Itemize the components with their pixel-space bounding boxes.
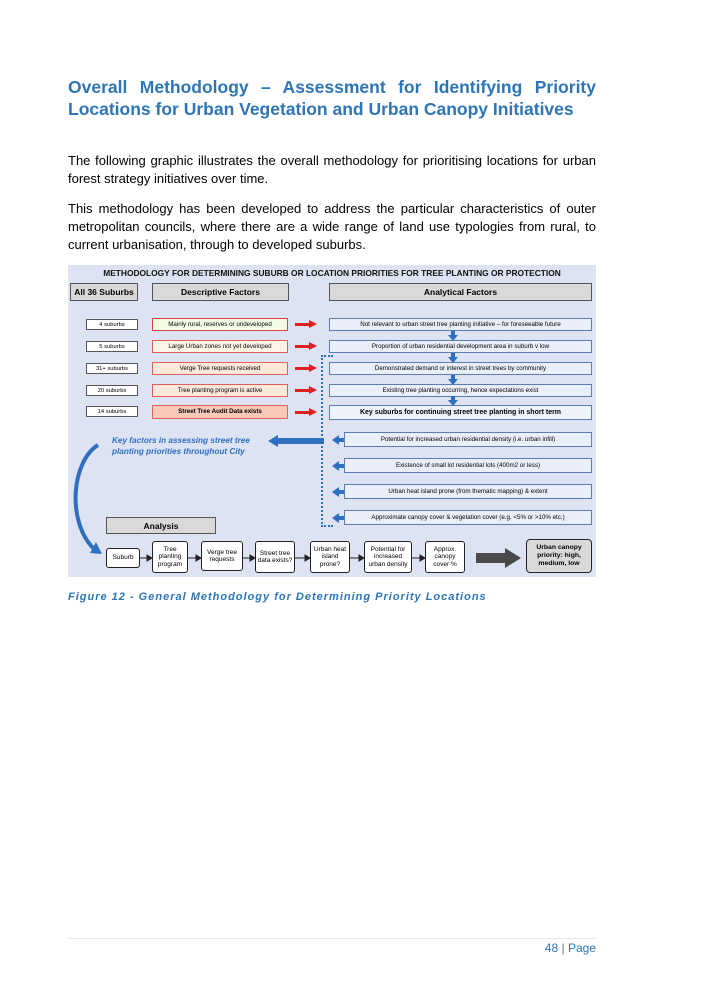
dark-arrow-icon bbox=[476, 549, 522, 567]
analysis-step-suburb: Suburb bbox=[106, 548, 140, 568]
intro-paragraph: The following graphic illustrates the overall methodology for prioritising locations for urban forest strategy initiatives over time. bbox=[68, 153, 596, 186]
key-factor-1: Potential for increased urban residential density (i.e. urban infill) bbox=[344, 432, 592, 447]
key-factor-3: Urban heat island prone (from thematic mapping) & extent bbox=[344, 484, 592, 499]
page-label: Page bbox=[567, 941, 596, 955]
suburb-count-row-2: 5 suburbs bbox=[86, 341, 138, 352]
suburb-count-row-3: 31+ suburbs bbox=[86, 363, 138, 374]
descriptive-factors-header: Descriptive Factors bbox=[152, 283, 289, 301]
descriptive-factor-row-1: Mainly rural, reserves or undeveloped bbox=[152, 318, 288, 331]
analysis-step-heat-island: Urban heat island prone? bbox=[310, 541, 350, 573]
suburb-count-row-1: 4 suburbs bbox=[86, 319, 138, 330]
analysis-step-verge-tree: Verge tree requests bbox=[201, 541, 243, 571]
all-suburbs-header: All 36 Suburbs bbox=[70, 283, 138, 301]
page-footer bbox=[545, 941, 596, 955]
down-arrow-icon bbox=[448, 375, 458, 385]
down-arrow-icon bbox=[448, 331, 458, 341]
red-arrow-icon bbox=[295, 409, 317, 416]
page-number: 48 bbox=[544, 941, 559, 955]
page-heading: Overall Methodology – Assessment for Identifying Priority Locations for Urban Vegetation and Urban Canopy Initiatives bbox=[68, 77, 596, 119]
analytical-factor-row-3: Demonstrated demand or interest in street trees by community bbox=[329, 362, 592, 375]
blue-left-arrow-icon bbox=[268, 437, 324, 445]
red-arrow-icon bbox=[295, 321, 317, 328]
down-arrow-icon bbox=[448, 353, 458, 363]
analysis-header: Analysis bbox=[106, 517, 216, 534]
descriptive-factor-row-5: Street Tree Audit Data exists bbox=[152, 405, 288, 419]
key-factors-text: Key factors in assessing street tree planting priorities throughout City bbox=[112, 436, 250, 456]
analytical-factor-row-4: Existing tree planting occurring, hence expectations exist bbox=[329, 384, 592, 397]
figure-caption: Figure 12 - General Methodology for Determining Priority Locations bbox=[68, 591, 487, 603]
key-factor-2: Existence of small lot residential lots (400m2 or less) bbox=[344, 458, 592, 473]
suburb-count-row-4: 20 suburbs bbox=[86, 385, 138, 396]
red-arrow-icon bbox=[295, 343, 317, 350]
left-arrow-icon bbox=[332, 435, 344, 445]
left-arrow-icon bbox=[332, 461, 344, 471]
descriptive-factor-row-2: Large Urban zones not yet developed bbox=[152, 340, 288, 353]
red-arrow-icon bbox=[295, 365, 317, 372]
methodology-figure bbox=[68, 265, 596, 577]
red-arrow-icon bbox=[295, 387, 317, 394]
descriptive-factor-row-4: Tree planting program is active bbox=[152, 384, 288, 397]
urban-canopy-priority-result: Urban canopy priority: high, medium, low bbox=[526, 539, 592, 573]
analysis-step-tree-planting: Tree planting program bbox=[152, 541, 188, 573]
footer-divider bbox=[68, 938, 596, 939]
page-separator: | bbox=[561, 941, 565, 955]
analytical-factor-row-2: Proportion of urban residential development area in suburb v low bbox=[329, 340, 592, 353]
left-arrow-icon bbox=[332, 487, 344, 497]
down-arrow-icon bbox=[448, 396, 458, 406]
analysis-step-street-tree-data: Street tree data exists? bbox=[255, 541, 295, 573]
analytical-factor-row-1: Not relevant to urban street tree planting initiative – for foreseeable future bbox=[329, 318, 592, 331]
analytical-factor-row-5: Key suburbs for continuing street tree planting in short term bbox=[329, 405, 592, 420]
key-factor-4: Approximate canopy cover & vegetation cover (e.g. <5% or >10% etc.) bbox=[344, 510, 592, 525]
analysis-step-urban-density: Potential for increased urban density bbox=[364, 541, 412, 573]
figure-title: METHODOLOGY FOR DETERMINING SUBURB OR LOCATION PRIORITIES FOR TREE PLANTING OR PROTECTION bbox=[103, 268, 561, 278]
analysis-step-canopy-cover: Approx. canopy cover % bbox=[425, 541, 465, 573]
curved-arrow-icon bbox=[68, 441, 108, 561]
methodology-paragraph: This methodology has been developed to address the particular characteristics of outer metropolitan councils, where there are a wide range of land use typologies from rural, to current urbanisation, through to developed suburbs. bbox=[68, 201, 596, 252]
left-arrow-icon bbox=[332, 513, 344, 523]
descriptive-factor-row-3: Verge Tree requests received bbox=[152, 362, 288, 375]
analytical-factors-header: Analytical Factors bbox=[329, 283, 592, 301]
suburb-count-row-5: 14 suburbs bbox=[86, 406, 138, 417]
